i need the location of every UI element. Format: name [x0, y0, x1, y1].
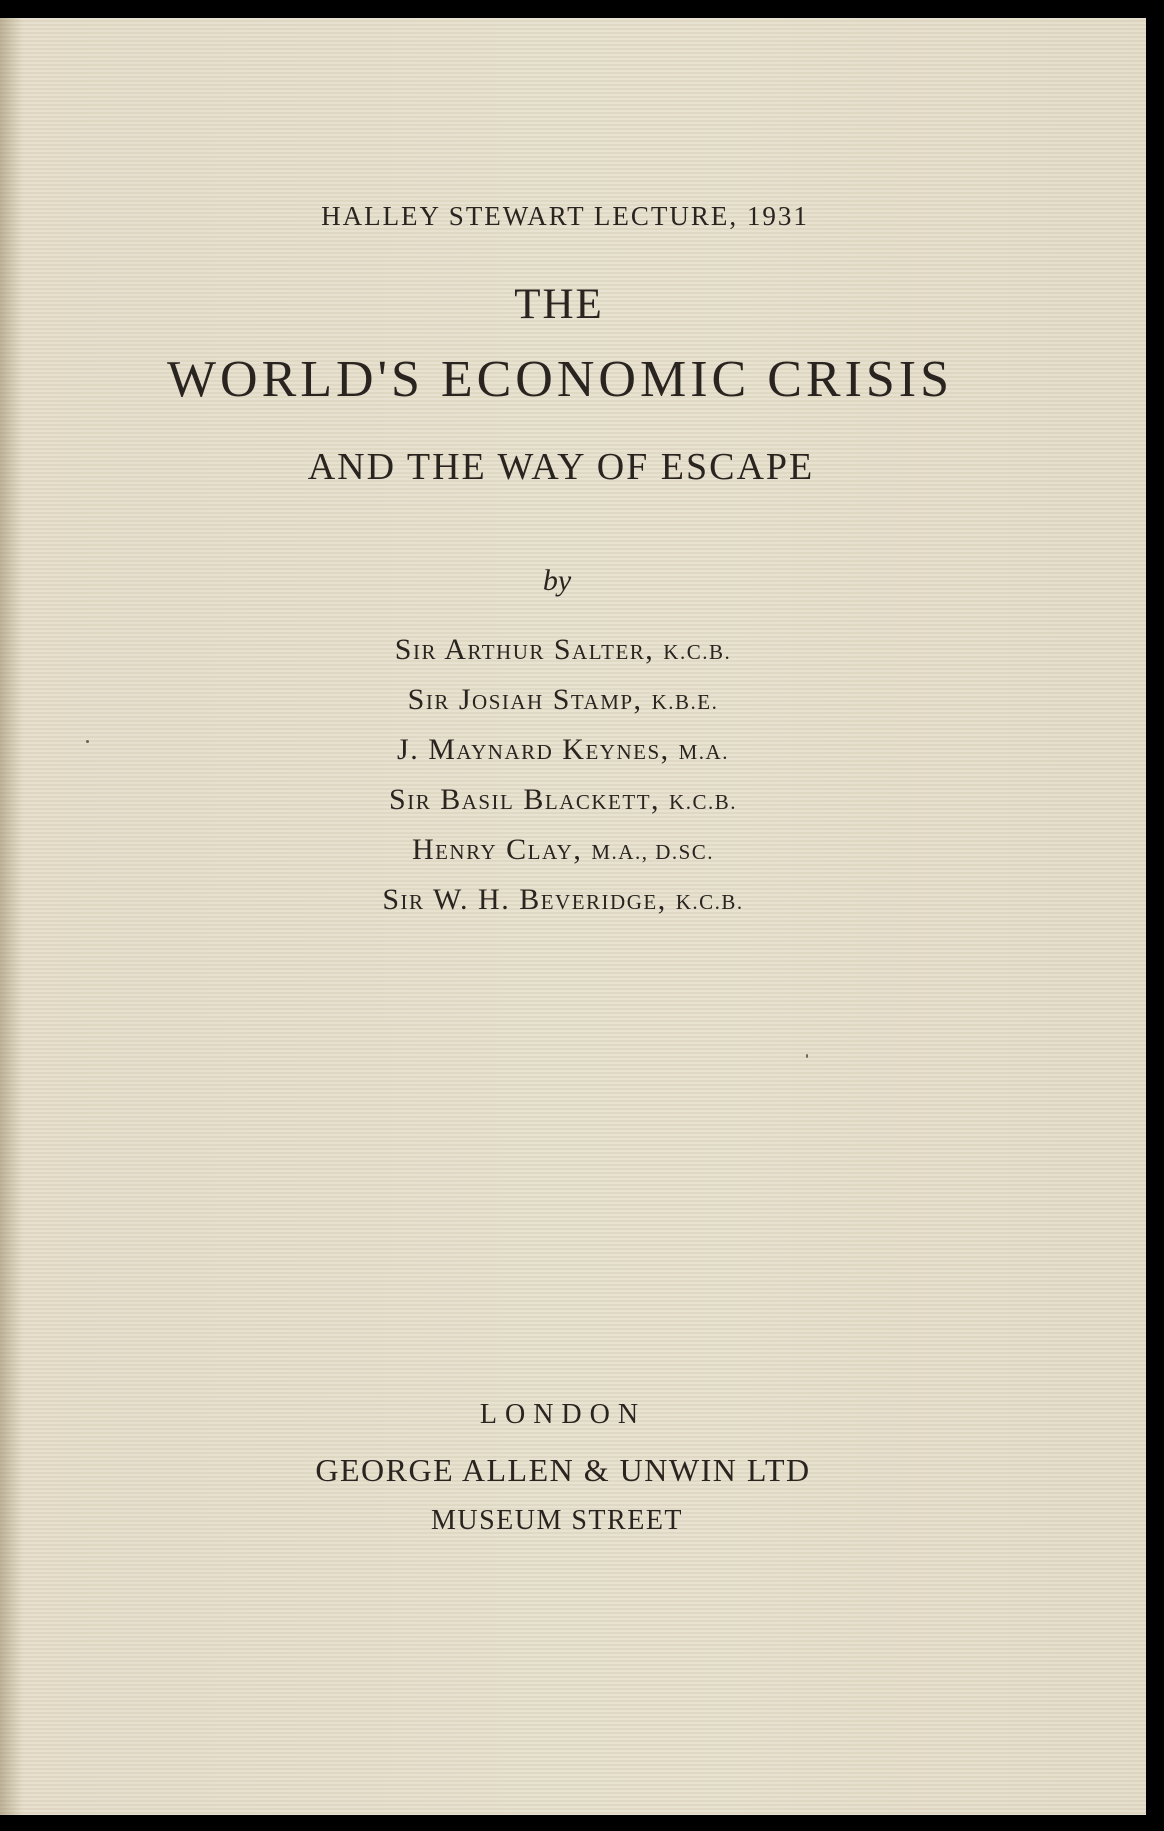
author-line	[0, 676, 1136, 726]
main-title: WORLD'S ECONOMIC CRISIS	[166, 351, 954, 408]
author-line	[0, 776, 1136, 826]
author-name: Sir W. H. Beveridge,	[382, 883, 667, 916]
subtitle: AND THE WAY OF ESCAPE	[307, 446, 815, 488]
author-degree: K.C.B.	[675, 890, 744, 914]
author-degree: K.C.B.	[669, 790, 737, 814]
author-line	[0, 826, 1136, 876]
lecture-series-line: HALLEY STEWART LECTURE, 1931	[321, 201, 809, 231]
author-line	[0, 626, 1136, 676]
paper-speck	[86, 740, 89, 743]
author-name: Henry Clay,	[411, 833, 583, 866]
paper-speck	[806, 1054, 808, 1058]
author-name: Sir Josiah Stamp,	[407, 683, 643, 716]
author-line	[0, 876, 1136, 926]
author-name: Sir Basil Blackett,	[389, 783, 661, 816]
author-degree: K.B.E.	[651, 690, 719, 714]
author-name: J. Maynard Keynes,	[397, 733, 670, 766]
by-line: by	[542, 564, 572, 597]
title-page	[0, 18, 1146, 1815]
author-degree: M.A.	[678, 740, 729, 764]
imprint-street: MUSEUM STREET	[430, 1505, 684, 1536]
author-degree: M.A., D.SC.	[591, 840, 715, 864]
author-name: Sir Arthur Salter,	[394, 633, 655, 666]
author-degree: K.C.B.	[663, 640, 732, 664]
imprint-publisher: GEORGE ALLEN & UNWIN LTD	[315, 1452, 811, 1488]
title-line-the: THE	[514, 281, 604, 328]
author-list	[0, 626, 1136, 926]
author-line	[0, 726, 1136, 776]
imprint-city: LONDON	[479, 1399, 647, 1430]
